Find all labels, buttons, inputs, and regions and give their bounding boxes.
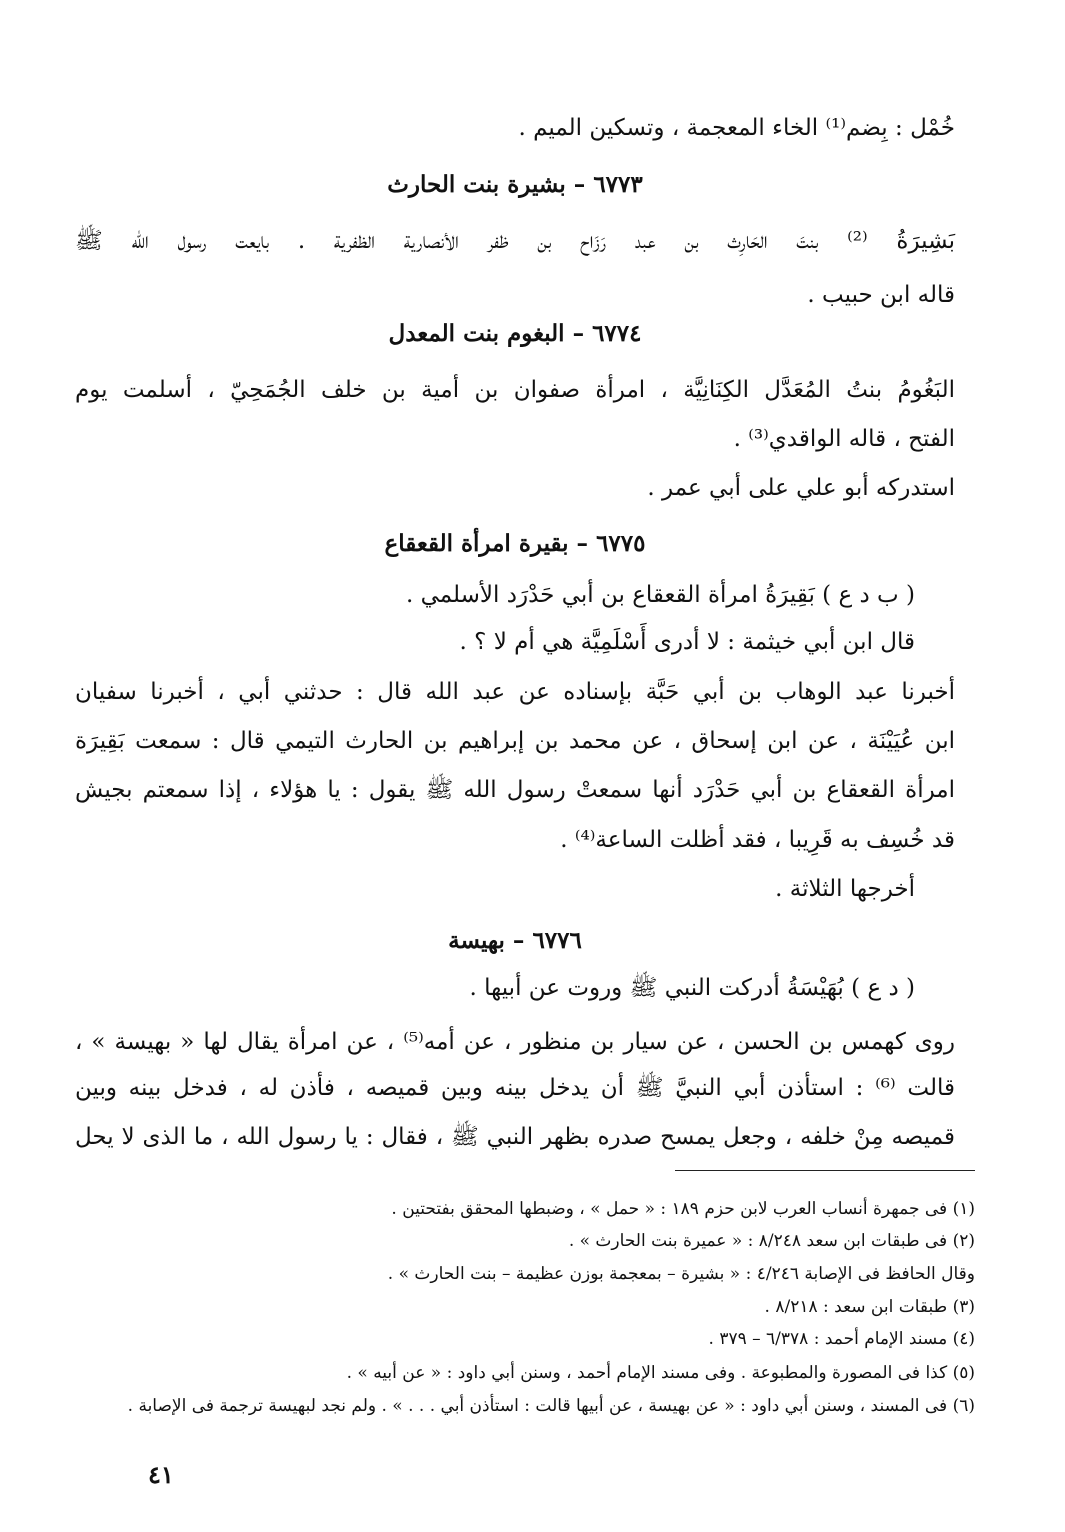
entry-text-line: روى كهمس بن الحسن ، عن سيار بن منظور ، عن أمه⁽⁵⁾ ، عن امرأة يقال لها « بهيسة » ،: [75, 1029, 955, 1055]
footnote: وقال الحافظ فى الإصابة ٤/٢٤٦ : « بشيرة – بمعجمة بوزن عظيمة – بنت الحارث » .: [387, 1264, 975, 1284]
entry-text-line: قميصه مِنْ خلفه ، وجعل يمسح صدره بظهر النبي ﷺ ، فقال : يا رسول الله ، ما الذى لا يحل: [75, 1124, 955, 1150]
footnote-separator: [675, 1170, 975, 1171]
footnote: (٤) مسند الإمام أحمد : ٦/٣٧٨ – ٣٧٩ .: [708, 1329, 975, 1349]
entry-text-line: البَغُومُ بنتُ المُعَدَّل الكِنَانِيَّة ، امرأة صفوان بن أمية بن خلف الجُمَحِيّ ، أسلمت يوم: [75, 377, 955, 403]
entry-text-line: قال ابن أبي خيثمة : لا أدرى أَسْلَمِيَّة هي أم لا ؟ .: [459, 629, 915, 655]
entry-heading-6773: ٦٧٧٣ – بشيرة بنت الحارث: [387, 171, 643, 198]
entry-text-line: ( ب د ع ) بَقِيرَةُ امرأة القعقاع بن أبي حَدْرَد الأسلمي .: [405, 582, 915, 608]
entry-text-line: أخبرنا عبد الوهاب بن أبي حَبَّة بإسناده عن عبد الله قال : حدثني أبي ، أخبرنا سفيان: [75, 679, 955, 705]
entry-heading-6774: ٦٧٧٤ – البغوم بنت المعدل: [388, 320, 642, 347]
footnote: (٣) طبقات ابن سعد : ٨/٢١٨ .: [764, 1297, 975, 1317]
footnote: (٦) فى المسند ، وسنن أبي داود : « عن بهيسة ، عن أبيها قالت : استأذن أبي . . . » . ولم نجد لبهيسة ترجمة فى الإصابة .: [127, 1396, 975, 1416]
entry-intro-line: خُمْل : بِضم⁽¹⁾ الخاء المعجمة ، وتسكين الميم .: [518, 115, 955, 141]
footnote: (٢) فى طبقات ابن سعد ٨/٢٤٨ : « عميرة بنت الحارث » .: [568, 1231, 975, 1251]
entry-text-line: قد خُسِف به قَرِيبا ، فقد أظلت الساعة⁽⁴⁾ .: [560, 827, 955, 853]
entry-text-line: بَشِيرَةُ ⁽²⁾ بنتَ الحَارِث بن عبد رَزَاح بن ظفر الأنصارية الظفرية . بايعت رسول الله ﷺ: [75, 228, 956, 254]
entry-text-line: الفتح ، قاله الواقدي⁽³⁾ .: [733, 426, 955, 452]
entry-text-line: استدركه أبو علي على أبي عمر .: [647, 475, 955, 501]
entry-text-line: قالت ⁽⁶⁾ : استأذن أبي النبيَّ ﷺ أن يدخل بينه وبين قميصه ، فأذن له ، فدخل بينه وبين: [75, 1075, 955, 1101]
entry-text-line: أخرجها الثلاثة .: [775, 876, 915, 902]
entry-heading-6775: ٦٧٧٥ – بقيرة امرأة القعقاع: [384, 530, 646, 557]
entry-text-line: ابن عُيَيْنَة ، عن ابن إسحاق ، عن محمد بن إبراهيم بن الحارث التيمي قال : سمعت بَقِيرَة: [75, 728, 955, 754]
entry-heading-6776: ٦٧٧٦ – بهيسة: [448, 927, 582, 954]
footnote: (٥) كذا فى المصورة والمطبوعة . وفى مسند الإمام أحمد ، وسنن أبي داود : « عن أبيه » .: [346, 1363, 975, 1383]
entry-text-line: ( د ع ) بُهَيْسَةُ أدركت النبي ﷺ وروت عن أبيها .: [469, 975, 915, 1001]
page-number: ٤١: [148, 1460, 174, 1489]
footnote: (١) فى جمهرة أنساب العرب لابن حزم ١٨٩ : « حمل » ، وضبطها المحقق بفتحتين .: [391, 1199, 975, 1219]
entry-text-line: قاله ابن حبيب .: [807, 282, 955, 308]
entry-text-line: امرأة القعقاع بن أبي حَدْرَد أنها سمعتْ رسول الله ﷺ يقول : يا هؤلاء ، إذا سمعتم بجيش: [75, 777, 955, 803]
